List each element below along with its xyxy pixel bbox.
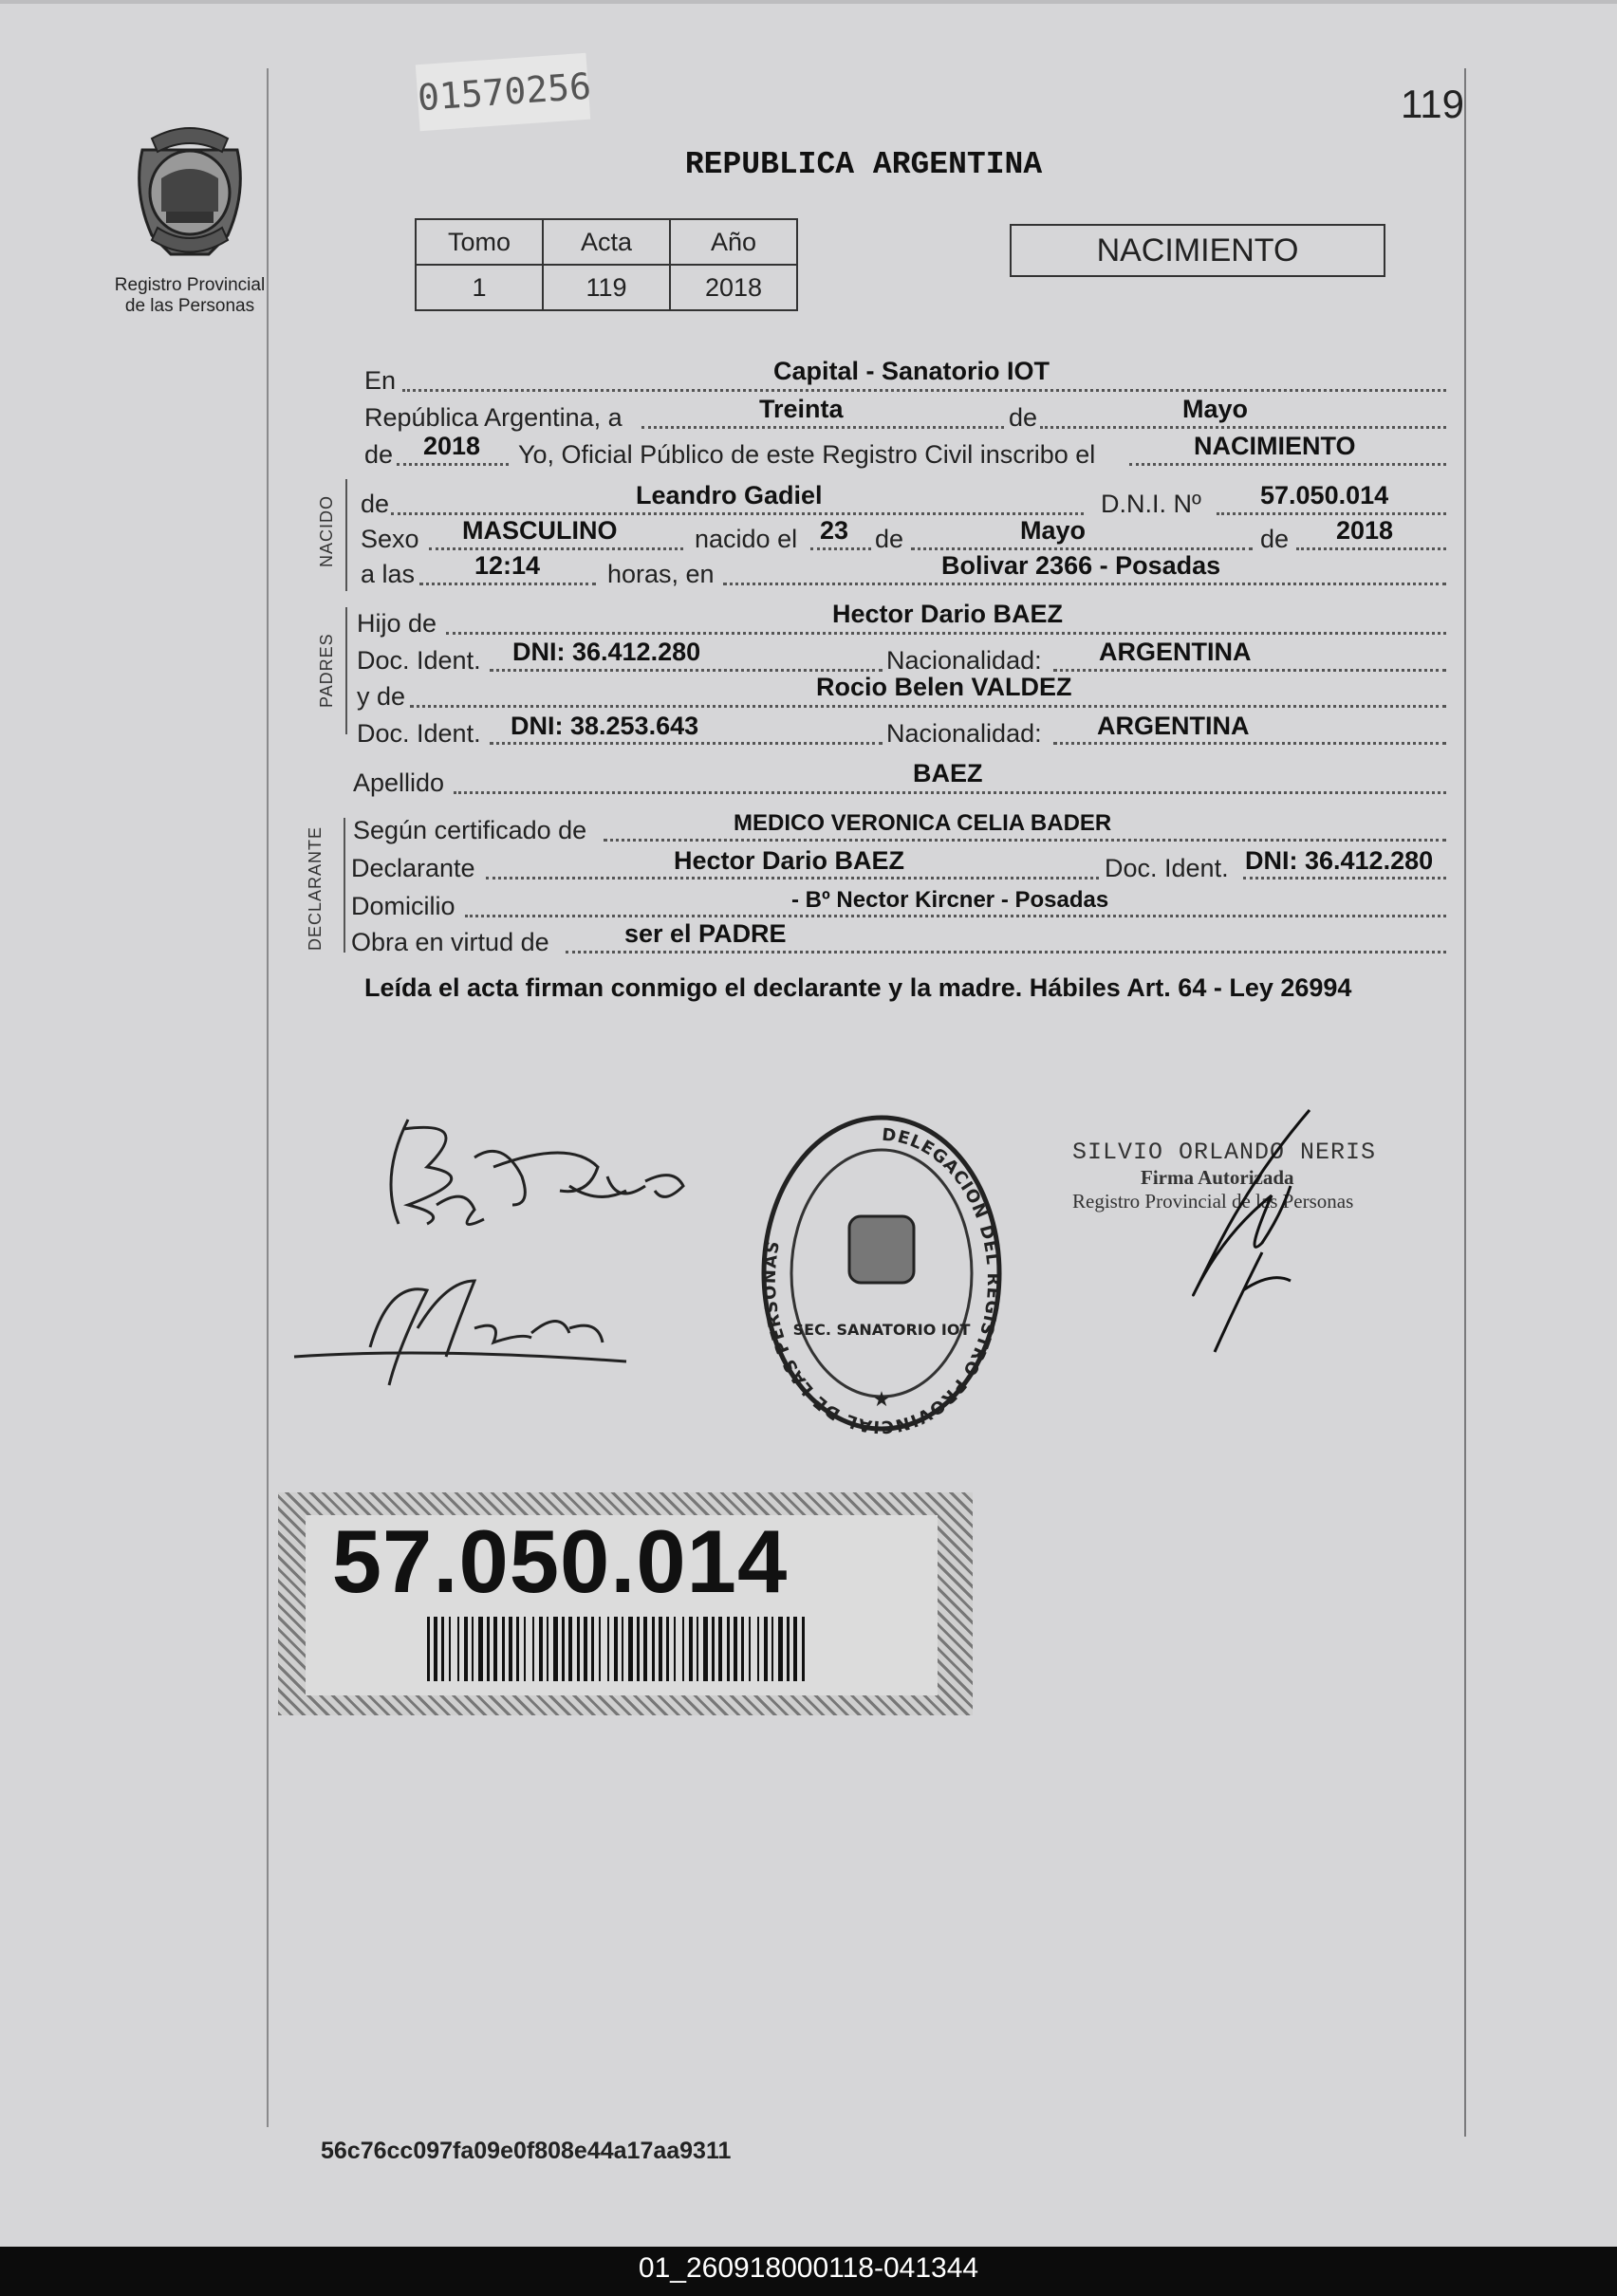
dotted-line bbox=[566, 949, 1446, 954]
table-value-acta: 119 bbox=[543, 265, 670, 310]
label-apellido: Apellido bbox=[353, 768, 445, 797]
barcode-icon bbox=[427, 1617, 810, 1681]
dotted-line bbox=[810, 546, 871, 550]
dotted-line bbox=[446, 630, 1446, 635]
label-sexo: Sexo bbox=[361, 525, 419, 553]
value-obra: ser el PADRE bbox=[624, 919, 787, 948]
value-domicilio: - Bº Nector Kircner - Posadas bbox=[791, 887, 1109, 913]
table-value-anio: 2018 bbox=[670, 265, 797, 310]
document-title: REPUBLICA ARGENTINA bbox=[684, 147, 1043, 182]
label-doc-ident: Doc. Ident. bbox=[357, 719, 481, 748]
value-dni: 57.050.014 bbox=[1260, 481, 1389, 509]
dotted-line bbox=[410, 703, 1446, 708]
value-birth-place: Bolivar 2366 - Posadas bbox=[941, 551, 1221, 580]
top-edge bbox=[0, 0, 1617, 4]
dotted-line bbox=[641, 424, 1004, 429]
label-dni: D.N.I. Nº bbox=[1101, 490, 1201, 518]
stamp-inner-text: SEC. SANATORIO IOT bbox=[792, 1321, 971, 1339]
label-doc-ident: Doc. Ident. bbox=[357, 646, 481, 675]
value-apellido: BAEZ bbox=[913, 759, 983, 787]
value-year: 2018 bbox=[423, 432, 481, 460]
label-nacido: nacido el bbox=[695, 525, 798, 553]
label-inscribo: Yo, Oficial Público de este Registro Civil inscribo el bbox=[518, 440, 1096, 469]
label-horas: horas, en bbox=[607, 560, 715, 588]
dotted-line bbox=[454, 789, 1446, 794]
value-day: Treinta bbox=[759, 395, 844, 423]
stamp-ring-text: DELEGACION DEL REGISTRO PROVINCIAL DE LAS PERSONAS bbox=[759, 1124, 1003, 1435]
section-declarante-label: DECLARANTE bbox=[306, 825, 325, 951]
value-mother-nationality: ARGENTINA bbox=[1097, 712, 1250, 740]
table-header-acta: Acta bbox=[543, 219, 670, 265]
label-de: de bbox=[361, 490, 390, 518]
dotted-line bbox=[391, 510, 1084, 515]
label-certificado: Según certificado de bbox=[353, 816, 587, 844]
page-number: 119 bbox=[1401, 82, 1464, 126]
value-certificado: MEDICO VERONICA CELIA BADER bbox=[734, 810, 1112, 836]
footer-id: 01_260918000118-041344 bbox=[638, 2252, 979, 2284]
dotted-line bbox=[429, 546, 683, 550]
table-header-tomo: Tomo bbox=[416, 219, 543, 265]
registry-caption-line2: de las Personas bbox=[124, 296, 255, 316]
dotted-line bbox=[1040, 424, 1446, 429]
label-alas: a las bbox=[361, 560, 416, 588]
label-doc-ident: Doc. Ident. bbox=[1105, 854, 1229, 882]
label-yde: y de bbox=[357, 682, 406, 711]
tomo-acta-table bbox=[415, 218, 798, 311]
dotted-line bbox=[1053, 667, 1446, 672]
section-nacido-label: NACIDO bbox=[317, 494, 336, 567]
section-bar bbox=[344, 818, 345, 953]
value-month: Mayo bbox=[1182, 395, 1249, 423]
closing-statement: Leída el acta firman conmigo el declarante y la madre. Hábiles Art. 64 - Ley 26994 bbox=[364, 973, 1352, 1002]
dotted-line bbox=[419, 581, 596, 585]
label-domicilio: Domicilio bbox=[351, 892, 455, 920]
value-birth-day: 23 bbox=[820, 516, 849, 545]
dotted-line bbox=[490, 667, 883, 672]
value-sexo: MASCULINO bbox=[462, 516, 618, 545]
dotted-line bbox=[402, 387, 1446, 392]
value-declarante: Hector Dario BAEZ bbox=[674, 846, 905, 875]
value-mother: Rocio Belen VALDEZ bbox=[816, 673, 1072, 701]
official-name: SILVIO ORLANDO NERIS bbox=[1072, 1139, 1377, 1166]
label-hijo: Hijo de bbox=[357, 609, 437, 638]
value-time: 12:14 bbox=[474, 551, 541, 580]
label-nacionalidad: Nacionalidad: bbox=[886, 646, 1042, 675]
label-declarante: Declarante bbox=[351, 854, 475, 882]
table-value-tomo: 1 bbox=[416, 265, 543, 310]
table-header-row bbox=[416, 219, 797, 265]
serial-number-stamp: 01570256 bbox=[416, 53, 590, 131]
right-margin-line bbox=[1464, 68, 1466, 2137]
dotted-line bbox=[397, 461, 509, 466]
label-de: de bbox=[1260, 525, 1290, 553]
dotted-line bbox=[1129, 461, 1446, 466]
registry-caption bbox=[95, 275, 285, 317]
value-father: Hector Dario BAEZ bbox=[832, 600, 1064, 628]
official-title: Firma Autorizada bbox=[1141, 1166, 1294, 1189]
table-header-anio: Año bbox=[670, 219, 797, 265]
value-birth-month: Mayo bbox=[1020, 516, 1087, 545]
official-stamp-icon bbox=[759, 1112, 1004, 1435]
label-en: En bbox=[364, 366, 397, 395]
dotted-line bbox=[723, 581, 1446, 585]
dotted-line bbox=[604, 837, 1446, 842]
value-declarante-doc: DNI: 36.412.280 bbox=[1245, 846, 1434, 875]
label-de: de bbox=[1009, 403, 1038, 432]
section-bar bbox=[345, 479, 347, 591]
barcode-number: 57.050.014 bbox=[331, 1511, 789, 1611]
value-father-nationality: ARGENTINA bbox=[1099, 638, 1252, 666]
dotted-line bbox=[911, 546, 1253, 550]
value-father-doc: DNI: 36.412.280 bbox=[512, 638, 701, 666]
value-record: NACIMIENTO bbox=[1194, 432, 1356, 460]
label-nacionalidad: Nacionalidad: bbox=[886, 719, 1042, 748]
table-value-row bbox=[416, 265, 797, 310]
value-mother-doc: DNI: 38.253.643 bbox=[511, 712, 699, 740]
province-seal-icon bbox=[123, 121, 256, 264]
value-place: Capital - Sanatorio IOT bbox=[773, 357, 1050, 385]
declarant-signature-icon bbox=[285, 1101, 721, 1395]
left-margin-line bbox=[267, 68, 269, 2127]
record-type-box: NACIMIENTO bbox=[1010, 224, 1385, 277]
value-name: Leandro Gadiel bbox=[636, 481, 823, 509]
label-obra: Obra en virtud de bbox=[351, 928, 549, 956]
value-birth-year: 2018 bbox=[1336, 516, 1394, 545]
document-hash: 56c76cc097fa09e0f808e44a17aa9311 bbox=[321, 2138, 732, 2164]
star-icon: ★ bbox=[872, 1387, 891, 1411]
official-office: Registro Provincial de las Personas bbox=[1072, 1190, 1354, 1213]
label-de: de bbox=[875, 525, 904, 553]
label-republica: República Argentina, a bbox=[364, 403, 623, 432]
section-padres-label: PADRES bbox=[317, 633, 336, 708]
dotted-line bbox=[1217, 510, 1446, 515]
section-bar bbox=[345, 607, 347, 734]
official-signature-icon bbox=[1158, 1101, 1338, 1366]
dotted-line bbox=[1296, 546, 1446, 550]
registry-caption-line1: Registro Provincial bbox=[114, 275, 266, 295]
label-de: de bbox=[364, 440, 394, 469]
